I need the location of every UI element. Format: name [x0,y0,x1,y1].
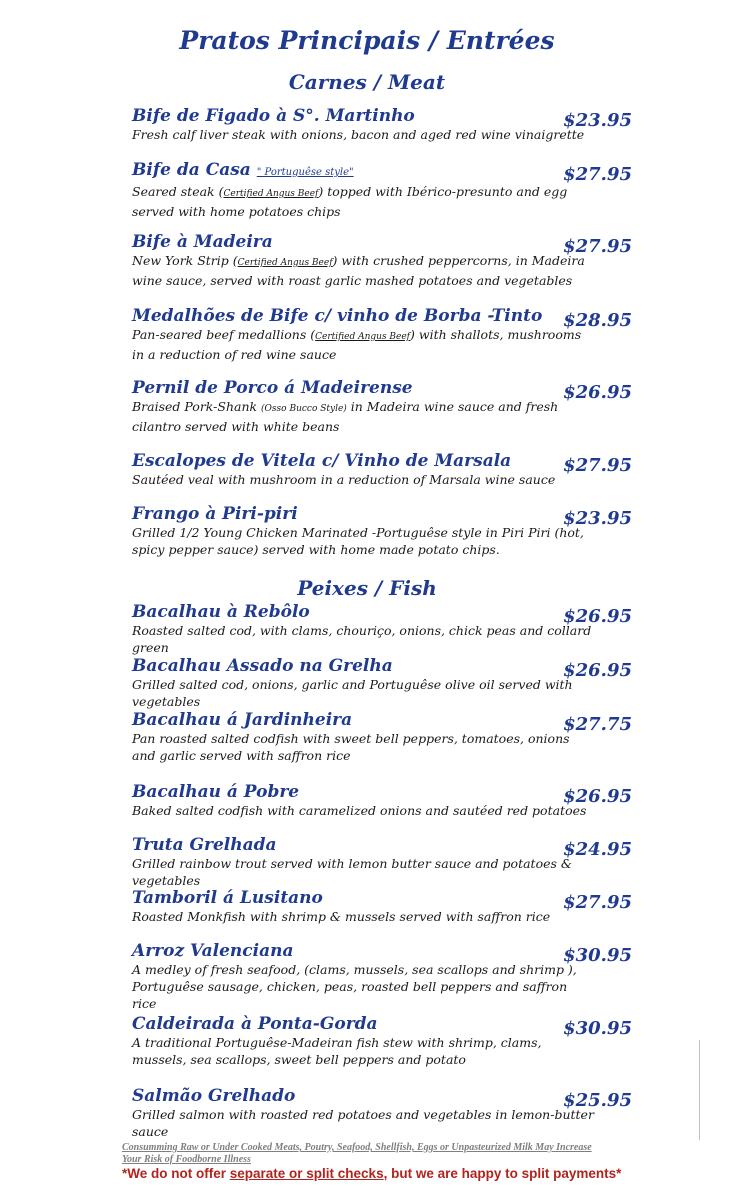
menu-item-pernil-de-porco [132,378,632,435]
item-description: Sautéed veal with mushroom in a reduction of Marsala wine sauce [132,472,556,487]
desc-text: ) with crushed peppercorns, in Madeira wine sauce, served with roast garlic mashed potatoes and vegetables [132,253,585,288]
menu-item-arroz-valenciana [132,941,632,1012]
certified-angus-note: Certified Angus Beef [223,189,319,199]
item-description [132,326,592,363]
menu-item-caldeirada [132,1014,632,1068]
page-edge-divider [699,1040,700,1140]
section-meat-heading: Carnes / Meat [288,70,446,94]
item-description: Roasted Monkfish with shrimp & mussels served with saffron rice [132,909,551,924]
item-description: Grilled salmon with roasted red potatoes and vegetables in lemon-butter sauce [132,1107,594,1139]
menu-item-tamboril [132,888,632,925]
food-safety-disclaimer: Consumming Raw or Under Cooked Meats, Poutry, Seafood, Shellfish, Eggs or Unpasteurized Milk May Increase Your Risk of Foodborne Illness [122,1142,592,1165]
desc-text: Seared steak ( [132,184,224,199]
item-description: Grilled rainbow trout served with lemon butter sauce and potatoes & vegetables [132,856,573,888]
menu-item-frango-piri-piri [132,504,632,558]
item-name: Bacalhau Assado na Grelha [132,656,393,676]
menu-item-bife-de-figado [132,106,632,143]
menu-item-escalopes-de-vitela [132,451,632,488]
item-price: $25.95 [563,1090,632,1111]
item-name: Arroz Valenciana [132,941,294,961]
item-description [132,183,592,220]
checks-text-start: *We do not offer [122,1166,230,1181]
item-price: $23.95 [563,110,632,131]
menu-item-bacalhau-pobre [132,782,632,819]
item-price: $27.95 [563,164,632,185]
item-price: $30.95 [563,1018,632,1039]
item-description: Pan roasted salted codfish with sweet bell peppers, tomatoes, onions and garlic served with saffron rice [132,731,570,763]
item-name: Tamboril á Lusitano [132,888,323,908]
desc-text: ) with shallots, mushrooms in a reduction of red wine sauce [132,327,582,362]
checks-text-end: , but we are happy to split payments* [383,1166,622,1181]
menu-item-bacalhau-rebolo [132,602,632,656]
item-style-tag: " Portuguêse style" [256,167,354,178]
item-name: Bacalhau à Rebôlo [132,602,310,622]
item-description [132,398,592,435]
desc-text: Braised Pork-Shank [132,399,262,414]
checks-text-underlined: separate or split checks [229,1166,384,1181]
item-description: Grilled 1/2 Young Chicken Marinated -Portuguêse style in Piri Piri (hot, spicy pepper sauce) served with home made potato chips. [132,525,584,557]
item-price: $27.95 [563,236,632,257]
item-description: Grilled salted cod, onions, garlic and Portuguêse olive oil served with vegetables [132,677,573,709]
desc-text: ) topped with Ibérico-presunto and egg served with home potatoes chips [132,184,568,219]
item-name: Bacalhau á Jardinheira [132,710,353,730]
item-name: Frango à Piri-piri [132,504,298,524]
item-price: $27.75 [563,714,632,735]
item-price: $23.95 [563,508,632,529]
menu-title: Pratos Principais / Entrées [179,26,555,55]
desc-text: New York Strip ( [132,253,238,268]
item-name: Bife de Figado à S°. Martinho [132,106,415,126]
item-description: Fresh calf liver steak with onions, bacon and aged red wine vinaigrette [132,127,585,142]
item-name: Pernil de Porco á Madeirense [132,378,413,398]
item-description: A traditional Portuguêse-Madeiran fish stew with shrimp, clams, mussels, sea scallops, sweet bell peppers and potato [132,1035,542,1067]
item-name: Truta Grelhada [132,835,277,855]
item-name: Escalopes de Vitela c/ Vinho de Marsala [132,451,512,471]
item-name: Medalhões de Bife c/ vinho de Borba -Tinto [132,306,543,326]
item-name: Bife da Casa [132,160,251,180]
item-price: $26.95 [563,606,632,627]
section-fish-heading: Peixes / Fish [297,576,437,600]
item-price: $24.95 [563,839,632,860]
item-description: Baked salted codfish with caramelized onions and sautéed red potatoes [132,803,587,818]
item-price: $26.95 [563,786,632,807]
desc-text: Pan-seared beef medallions ( [132,327,316,342]
menu-item-bife-a-madeira [132,232,632,289]
item-description [132,252,592,289]
item-description: A medley of fresh seafood, (clams, mussels, sea scallops and shrimp ), Portuguêse sausage, chicken, peas, roasted bell peppers and saffron rice [132,962,577,1011]
menu-item-truta-grelhada [132,835,632,889]
item-name: Salmão Grelhado [132,1086,296,1106]
item-price: $26.95 [563,382,632,403]
item-name: Bife à Madeira [132,232,273,252]
item-price: $27.95 [563,892,632,913]
osso-bucco-note: (Osso Bucco Style) [261,404,347,414]
menu-item-bife-da-casa [132,160,632,220]
item-description: Roasted salted cod, with clams, chouriço, onions, chick peas and collard green [132,623,592,655]
menu-item-bacalhau-grelha [132,656,632,710]
split-checks-notice [122,1166,622,1181]
item-name: Caldeirada à Ponta-Gorda [132,1014,378,1034]
certified-angus-note: Certified Angus Beef [237,258,333,268]
item-name-row [132,160,632,183]
desc-text: in Madeira wine sauce and fresh cilantro served with white beans [132,399,559,434]
item-price: $27.95 [563,455,632,476]
menu-item-medalhoes [132,306,632,363]
item-name: Bacalhau á Pobre [132,782,300,802]
certified-angus-note: Certified Angus Beef [315,332,411,342]
menu-item-salmao-grelhado [132,1086,632,1140]
item-price: $26.95 [563,660,632,681]
item-price: $30.95 [563,945,632,966]
item-price: $28.95 [563,310,632,331]
menu-item-bacalhau-jardinheira [132,710,632,764]
